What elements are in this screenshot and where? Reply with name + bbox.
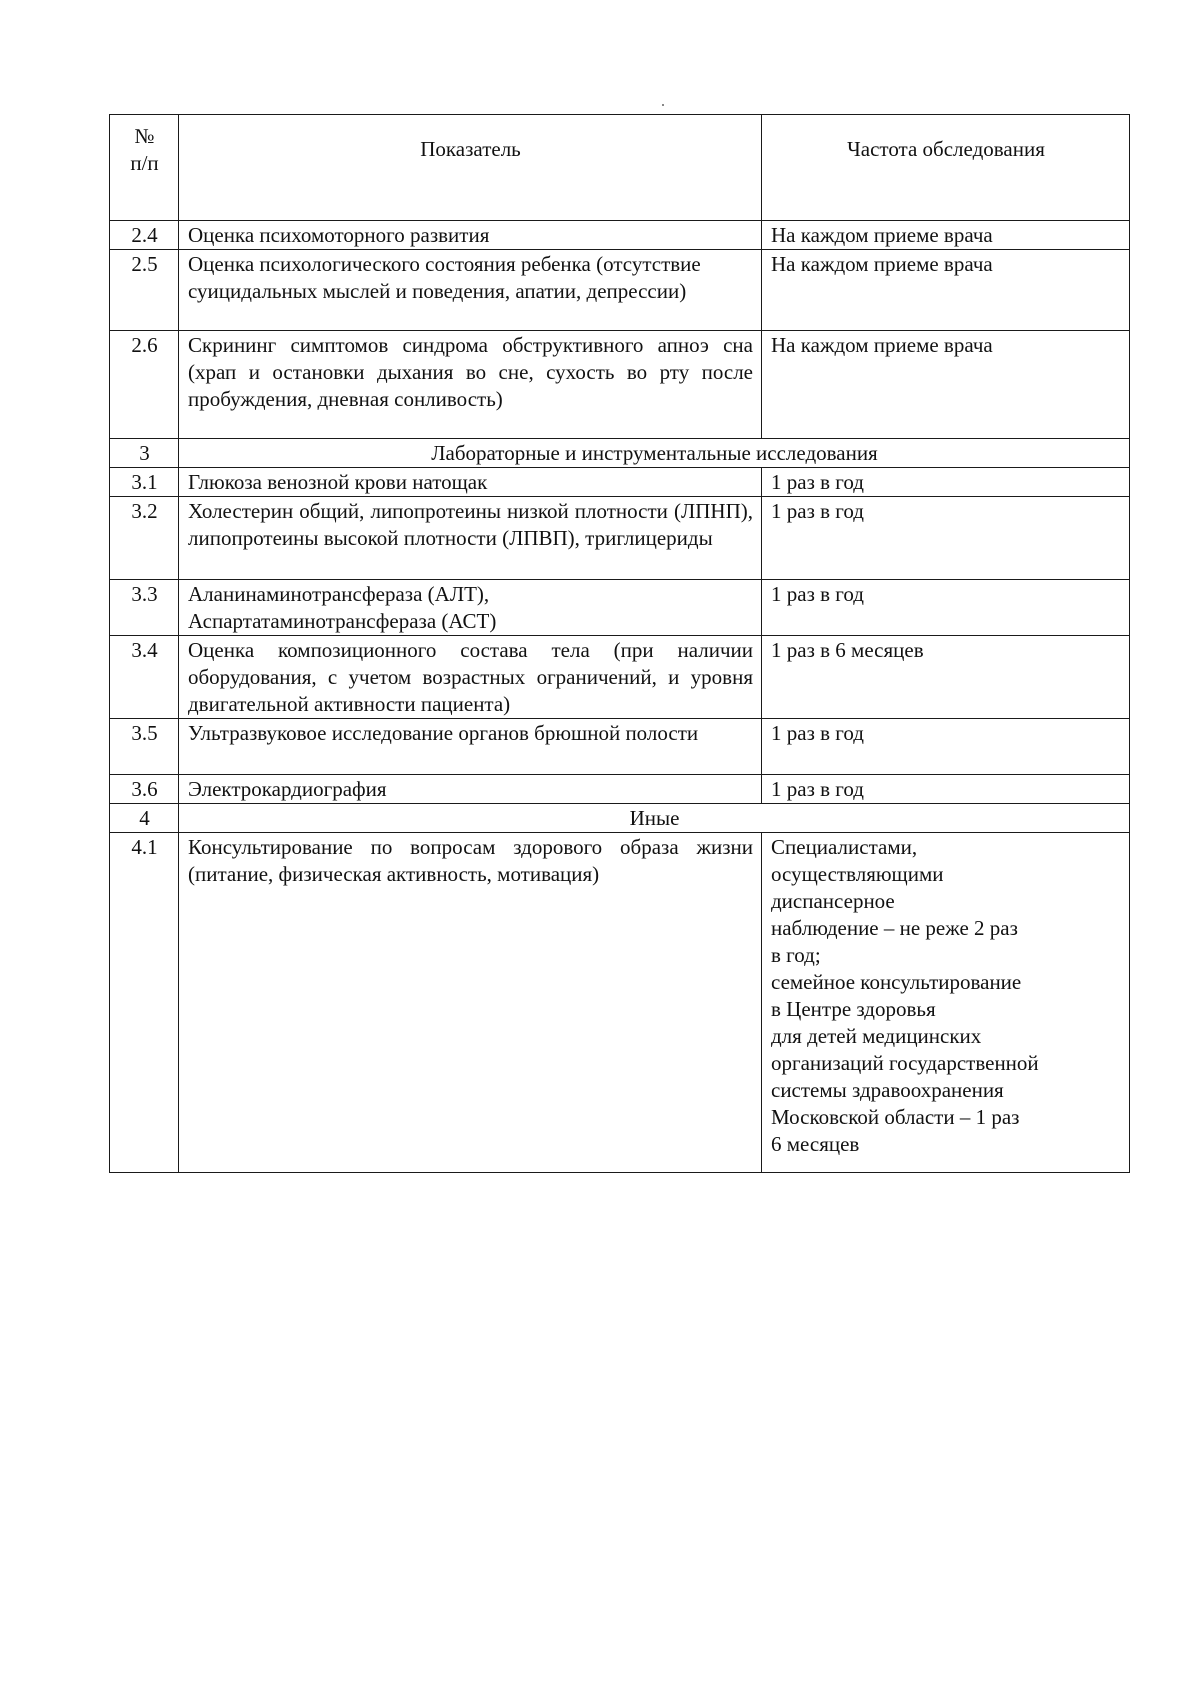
section-row <box>110 804 1130 833</box>
row-indicator: Оценка композиционного состава тела (при наличии оборудования, с учетом возрастных ограничений, и уровня двигательной активности пациента) <box>179 636 762 719</box>
monitoring-table <box>109 114 1130 1173</box>
row-frequency: На каждом приеме врача <box>762 221 1130 250</box>
row-indicator: Оценка психомоторного развития <box>179 221 762 250</box>
row-indicator: Электрокардиография <box>179 775 762 804</box>
header-indicator: Показатель <box>179 115 762 221</box>
row-frequency: 1 раз в год <box>762 775 1130 804</box>
row-frequency: 1 раз в год <box>762 580 1130 636</box>
frequency-line: Московской области – 1 раз <box>771 1105 1020 1129</box>
row-frequency: 1 раз в 6 месяцев <box>762 636 1130 719</box>
indicator-line: Аспартатаминотрансфераза (АСТ) <box>188 609 497 633</box>
row-frequency: 1 раз в год <box>762 719 1130 775</box>
frequency-line: в год; <box>771 943 821 967</box>
row-indicator <box>179 580 762 636</box>
frequency-line: осуществляющими <box>771 862 944 886</box>
table-row <box>110 580 1130 636</box>
row-frequency <box>762 833 1130 1173</box>
row-number: 3.6 <box>110 775 179 804</box>
frequency-line: в Центре здоровья <box>771 997 936 1021</box>
row-number: 3.4 <box>110 636 179 719</box>
row-indicator: Холестерин общий, липопротеины низкой плотности (ЛПНП), липопротеины высокой плотности (ЛПВП), триглицериды <box>179 497 762 580</box>
header-number-cell <box>110 115 179 221</box>
table-row <box>110 250 1130 331</box>
header-number-symbol: № <box>134 124 155 148</box>
row-indicator: Глюкоза венозной крови натощак <box>179 468 762 497</box>
frequency-line: системы здравоохранения <box>771 1078 1004 1102</box>
frequency-line: Специалистами, <box>771 835 918 859</box>
row-number: 3.5 <box>110 719 179 775</box>
row-number: 3.1 <box>110 468 179 497</box>
table-row <box>110 497 1130 580</box>
row-indicator: Оценка психологического состояния ребенка (отсутствие суицидальных мыслей и поведения, апатии, депрессии) <box>179 250 762 331</box>
row-indicator: Скрининг симптомов синдрома обструктивного апноэ сна (храп и остановки дыхания во сне, сухость во рту после пробуждения, дневная сонливость) <box>179 331 762 439</box>
table-row <box>110 775 1130 804</box>
indicator-line: Аланинаминотрансфераза (АЛТ), <box>188 582 490 606</box>
frequency-line: для детей медицинских <box>771 1024 982 1048</box>
row-frequency: 1 раз в год <box>762 468 1130 497</box>
frequency-line: наблюдение – не реже 2 раз <box>771 916 1018 940</box>
row-indicator: Консультирование по вопросам здорового образа жизни (питание, физическая активность, мотивация) <box>179 833 762 1173</box>
table-row <box>110 331 1130 439</box>
header-number-abbr: п/п <box>130 151 159 175</box>
section-number: 3 <box>110 439 179 468</box>
frequency-line: 6 месяцев <box>771 1132 860 1156</box>
table-row <box>110 833 1130 1173</box>
frequency-line: диспансерное <box>771 889 895 913</box>
row-number: 2.4 <box>110 221 179 250</box>
row-number: 2.5 <box>110 250 179 331</box>
table-row <box>110 719 1130 775</box>
row-number: 2.6 <box>110 331 179 439</box>
row-frequency: На каждом приеме врача <box>762 331 1130 439</box>
section-title: Иные <box>179 804 1130 833</box>
table-row <box>110 636 1130 719</box>
row-number: 4.1 <box>110 833 179 1173</box>
frequency-line: организаций государственной <box>771 1051 1039 1075</box>
row-number: 3.3 <box>110 580 179 636</box>
table-row <box>110 468 1130 497</box>
section-row <box>110 439 1130 468</box>
table-header-row <box>110 115 1130 221</box>
scan-artifact <box>662 104 664 106</box>
row-number: 3.2 <box>110 497 179 580</box>
section-title: Лабораторные и инструментальные исследования <box>179 439 1130 468</box>
table-row <box>110 221 1130 250</box>
frequency-line: семейное консультирование <box>771 970 1022 994</box>
header-frequency: Частота обследования <box>762 115 1130 221</box>
row-frequency: На каждом приеме врача <box>762 250 1130 331</box>
row-frequency: 1 раз в год <box>762 497 1130 580</box>
row-indicator: Ультразвуковое исследование органов брюшной полости <box>179 719 762 775</box>
section-number: 4 <box>110 804 179 833</box>
